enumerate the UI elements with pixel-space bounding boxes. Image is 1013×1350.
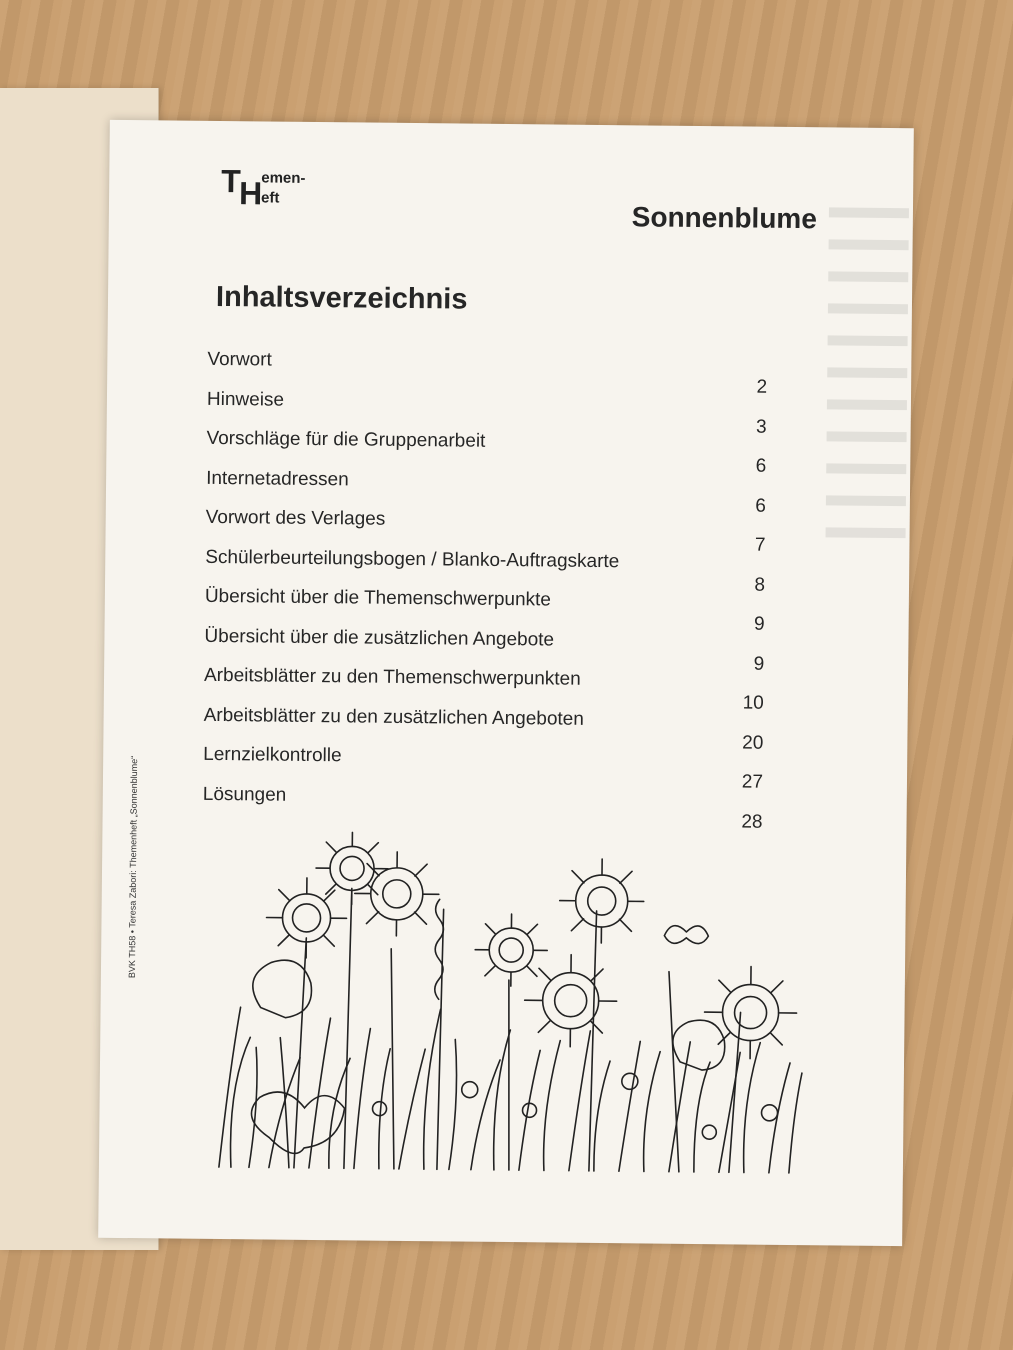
booklet-page xyxy=(98,120,914,1246)
toc-entry-page: 2 xyxy=(756,376,768,398)
side-credit-text: BVK TH58 • Teresa Zabori: Themenheft „Sonnenblume“ xyxy=(126,755,140,979)
themenheft-logo xyxy=(221,163,341,212)
toc-entry-page: 20 xyxy=(742,731,764,754)
toc-entry-page: 9 xyxy=(753,653,765,675)
toc-row xyxy=(206,427,767,477)
toc-entry-page: 8 xyxy=(754,574,766,596)
toc-entry-page: 6 xyxy=(755,495,766,517)
toc-row xyxy=(204,625,765,675)
toc-entry-label: Schülerbeurteilungsbogen / Blanko-Auftragskarte xyxy=(205,546,620,572)
toc-entry-label: Internetadressen xyxy=(206,467,349,490)
toc-row xyxy=(203,664,764,714)
toc-entry-page: 6 xyxy=(755,455,767,477)
toc-entry-label: Arbeitsblätter zu den Themenschwerpunkten xyxy=(203,664,581,690)
toc-row xyxy=(203,704,764,754)
flower-meadow-illustration xyxy=(209,807,813,1183)
logo-letter-h: H xyxy=(238,175,260,212)
toc-row xyxy=(206,388,767,438)
page-title: Sonnenblume xyxy=(631,201,818,235)
toc-row xyxy=(203,743,764,793)
toc-entry-label: Übersicht über die zusätzlichen Angebote xyxy=(204,625,555,651)
toc-entry-page: 3 xyxy=(756,416,767,438)
logo-letter-t: T xyxy=(221,162,238,200)
toc-entry-label: Hinweise xyxy=(206,388,285,411)
toc-entry-label: Lernzielkontrolle xyxy=(203,743,342,767)
toc-entry-page: 28 xyxy=(741,810,763,833)
toc-entry-page: 7 xyxy=(754,534,766,556)
toc-entry-page: 9 xyxy=(753,613,765,635)
toc-entry-label: Vorwort xyxy=(207,348,272,371)
toc-entry-page: 10 xyxy=(742,692,764,714)
table-of-contents xyxy=(202,348,768,833)
toc-entry-label: Lösungen xyxy=(202,783,287,806)
toc-entry-label: Übersicht über die Themenschwerpunkte xyxy=(204,585,552,611)
logo-text-top: emen- xyxy=(261,169,306,187)
toc-entry-label: Vorschläge für die Gruppenarbeit xyxy=(206,427,486,452)
toc-entry-page: 27 xyxy=(741,771,764,793)
toc-row xyxy=(207,348,768,398)
toc-row xyxy=(205,546,766,596)
show-through-text xyxy=(825,207,909,608)
toc-entry-label: Arbeitsblätter zu den zusätzlichen Angeboten xyxy=(203,704,585,730)
toc-heading: Inhaltsverzeichnis xyxy=(215,280,468,316)
toc-row xyxy=(206,467,766,517)
logo-text-bottom: eft xyxy=(260,189,280,207)
toc-row xyxy=(205,506,766,556)
toc-entry-label: Vorwort des Verlages xyxy=(205,506,386,530)
toc-row xyxy=(204,585,765,635)
